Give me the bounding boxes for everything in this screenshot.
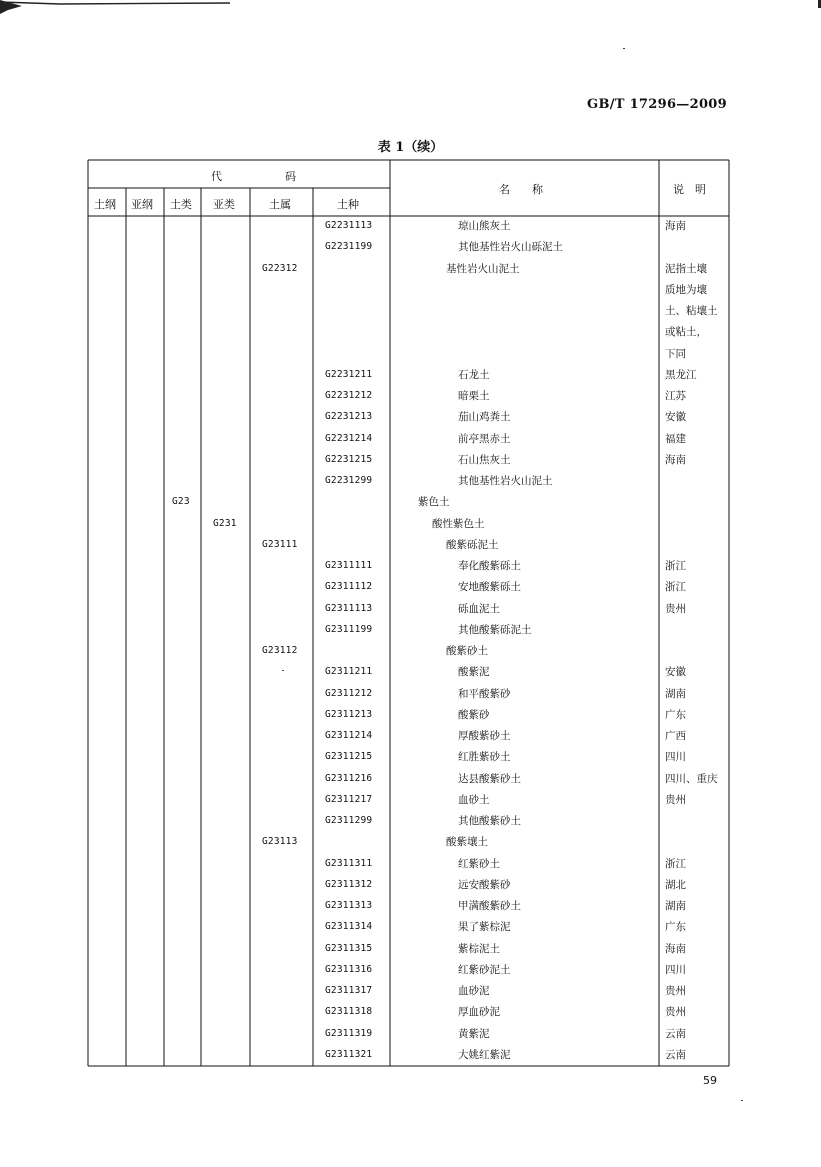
species-code: G2311318 (325, 1006, 373, 1018)
header-family: 土属 (269, 198, 291, 211)
note-text: 湖南 (665, 687, 686, 700)
header-code-group: 代 码 (211, 170, 322, 183)
species-code: G2311112 (325, 581, 373, 593)
species-code: G2311299 (325, 815, 373, 826)
species-code: G2311313 (325, 900, 373, 911)
soil-name: 茄山鸡粪土 (458, 411, 511, 424)
family-code: G23113 (262, 836, 298, 848)
species-code: G2311316 (325, 963, 373, 975)
note-text: 海南 (665, 220, 686, 232)
note-text: 广西 (665, 730, 686, 742)
soil-name: 甲满酸紫砂土 (458, 900, 521, 912)
soil-name: 其他酸紫砂土 (458, 815, 521, 827)
table-title: 表 1（续） (377, 140, 444, 155)
header-name: 名 称 (499, 183, 543, 196)
species-code: G2231212 (325, 390, 373, 401)
note-text: 或粘土， (665, 326, 707, 339)
species-code: G2311315 (325, 942, 373, 954)
soil-name: 酸性紫色土 (432, 517, 485, 530)
species-code: G2231199 (325, 241, 373, 253)
soil-name: 奉化酸紫砾土 (458, 560, 521, 572)
species-code: G2311215 (325, 751, 373, 763)
header-species: 土种 (337, 198, 359, 211)
note-text: 安徽 (665, 411, 686, 424)
note-text: 云南 (665, 1027, 686, 1040)
note-text: 广东 (665, 708, 686, 721)
species-code: G2311212 (325, 687, 373, 699)
header-suborder: 亚纲 (131, 198, 153, 211)
soil-name: 酸紫砂土 (446, 645, 488, 657)
note-text: 贵州 (665, 602, 686, 615)
note-text: 江苏 (665, 390, 686, 402)
scan-speck (623, 48, 625, 49)
subgroup-code: G231 (213, 517, 237, 529)
species-code: G2231215 (325, 453, 373, 465)
note-text: 湖北 (665, 878, 686, 891)
soil-name: 其他基性岩火山砾泥土 (458, 241, 563, 254)
soil-name: 砾血泥土 (458, 602, 500, 615)
note-text: 四川 (665, 751, 686, 764)
soil-name: 血砂土 (458, 793, 490, 806)
soil-name: 和平酸紫砂 (458, 687, 511, 700)
soil-name: 远安酸紫砂 (458, 878, 511, 891)
species-code: G2311319 (325, 1027, 373, 1039)
soil-name: 酸紫壤土 (446, 836, 488, 849)
soil-name: 酸紫泥 (458, 666, 490, 679)
note-text: 泥指土壤 (665, 262, 707, 275)
soil-name: 黄紫泥 (458, 1027, 490, 1040)
note-text: 四川、重庆 (665, 772, 718, 785)
soil-name: 血砂泥 (458, 985, 490, 997)
note-text: 浙江 (665, 581, 686, 594)
header-order: 土纲 (94, 198, 116, 211)
soil-name: 达县酸紫砂土 (458, 772, 521, 785)
soil-name: 酸紫砂 (458, 708, 490, 721)
soil-name: 厚血砂泥 (458, 1006, 500, 1019)
note-text: 贵州 (665, 1006, 686, 1019)
note-text: 土、粘壤土 (665, 305, 718, 317)
species-code: G2311321 (325, 1048, 373, 1060)
soil-name: 紫色土 (418, 496, 450, 509)
species-code: G2231113 (325, 220, 373, 231)
species-code: G2311213 (325, 708, 373, 720)
note-text: 浙江 (665, 857, 686, 870)
note-text: 云南 (665, 1048, 686, 1061)
soil-name: 紫棕泥土 (458, 942, 500, 955)
note-text: 海南 (665, 453, 686, 466)
note-text: 贵州 (665, 793, 686, 806)
species-code: G2311317 (325, 985, 373, 996)
note-text: 安徽 (665, 666, 686, 679)
species-code: G2311113 (325, 602, 373, 614)
note-text: 福建 (665, 432, 686, 445)
soil-name: 琼山熊灰土 (458, 220, 511, 232)
species-code: G2231299 (325, 475, 373, 486)
group-code: G23 (172, 496, 190, 508)
species-code: G2311217 (325, 793, 373, 805)
header-note: 说 明 (673, 183, 706, 196)
header-group: 土类 (170, 198, 192, 211)
soil-name: 前亭黑赤土 (458, 432, 511, 445)
species-code: G2231213 (325, 411, 373, 423)
note-text: 贵州 (665, 985, 686, 997)
soil-name: 红胜紫砂土 (458, 751, 511, 764)
soil-name: 安地酸紫砾土 (458, 581, 521, 594)
species-code: G2311199 (325, 623, 373, 635)
note-text: 海南 (665, 942, 686, 955)
soil-name: 大姚红紫泥 (458, 1048, 511, 1061)
species-code: G2311211 (325, 666, 373, 678)
species-code: G2311311 (325, 857, 373, 869)
soil-name: 酸紫砾泥土 (446, 538, 499, 551)
standard-number: GB/T 17296—2009 (587, 97, 727, 112)
note-text: 湖南 (665, 900, 686, 912)
soil-name: 石山焦灰土 (458, 453, 511, 466)
note-text: 下同 (665, 347, 686, 360)
family-code: G23112 (262, 645, 298, 656)
soil-name: 红紫砂泥土 (458, 963, 511, 976)
page-number: 59 (703, 1074, 717, 1087)
header-subgroup: 亚类 (213, 198, 235, 211)
soil-name: 石龙土 (458, 368, 490, 381)
note-text: 浙江 (665, 560, 686, 572)
species-code: G2311216 (325, 772, 373, 784)
soil-name: 暗栗土 (458, 390, 490, 402)
soil-name: 红紫砂土 (458, 857, 500, 870)
species-code: G2311111 (325, 560, 373, 571)
soil-name: 厚酸紫砂土 (458, 730, 511, 742)
soil-name: 果了紫棕泥 (458, 921, 511, 934)
species-code: G2231211 (325, 368, 373, 380)
soil-name: 其他酸紫砾泥土 (458, 623, 532, 636)
scan-speck (282, 670, 284, 671)
scan-speck (741, 1100, 743, 1101)
species-code: G2311314 (325, 921, 373, 933)
soil-name: 其他基性岩火山泥土 (458, 475, 553, 487)
family-code: G22312 (262, 262, 298, 274)
soil-name: 基性岩火山泥土 (446, 262, 520, 275)
note-text: 质地为壤 (665, 283, 707, 296)
note-text: 四川 (665, 963, 686, 976)
species-code: G2311214 (325, 730, 373, 741)
note-text: 广东 (665, 921, 686, 934)
species-code: G2311312 (325, 878, 373, 890)
family-code: G23111 (262, 538, 298, 550)
note-text: 黑龙江 (665, 368, 697, 381)
species-code: G2231214 (325, 432, 373, 444)
